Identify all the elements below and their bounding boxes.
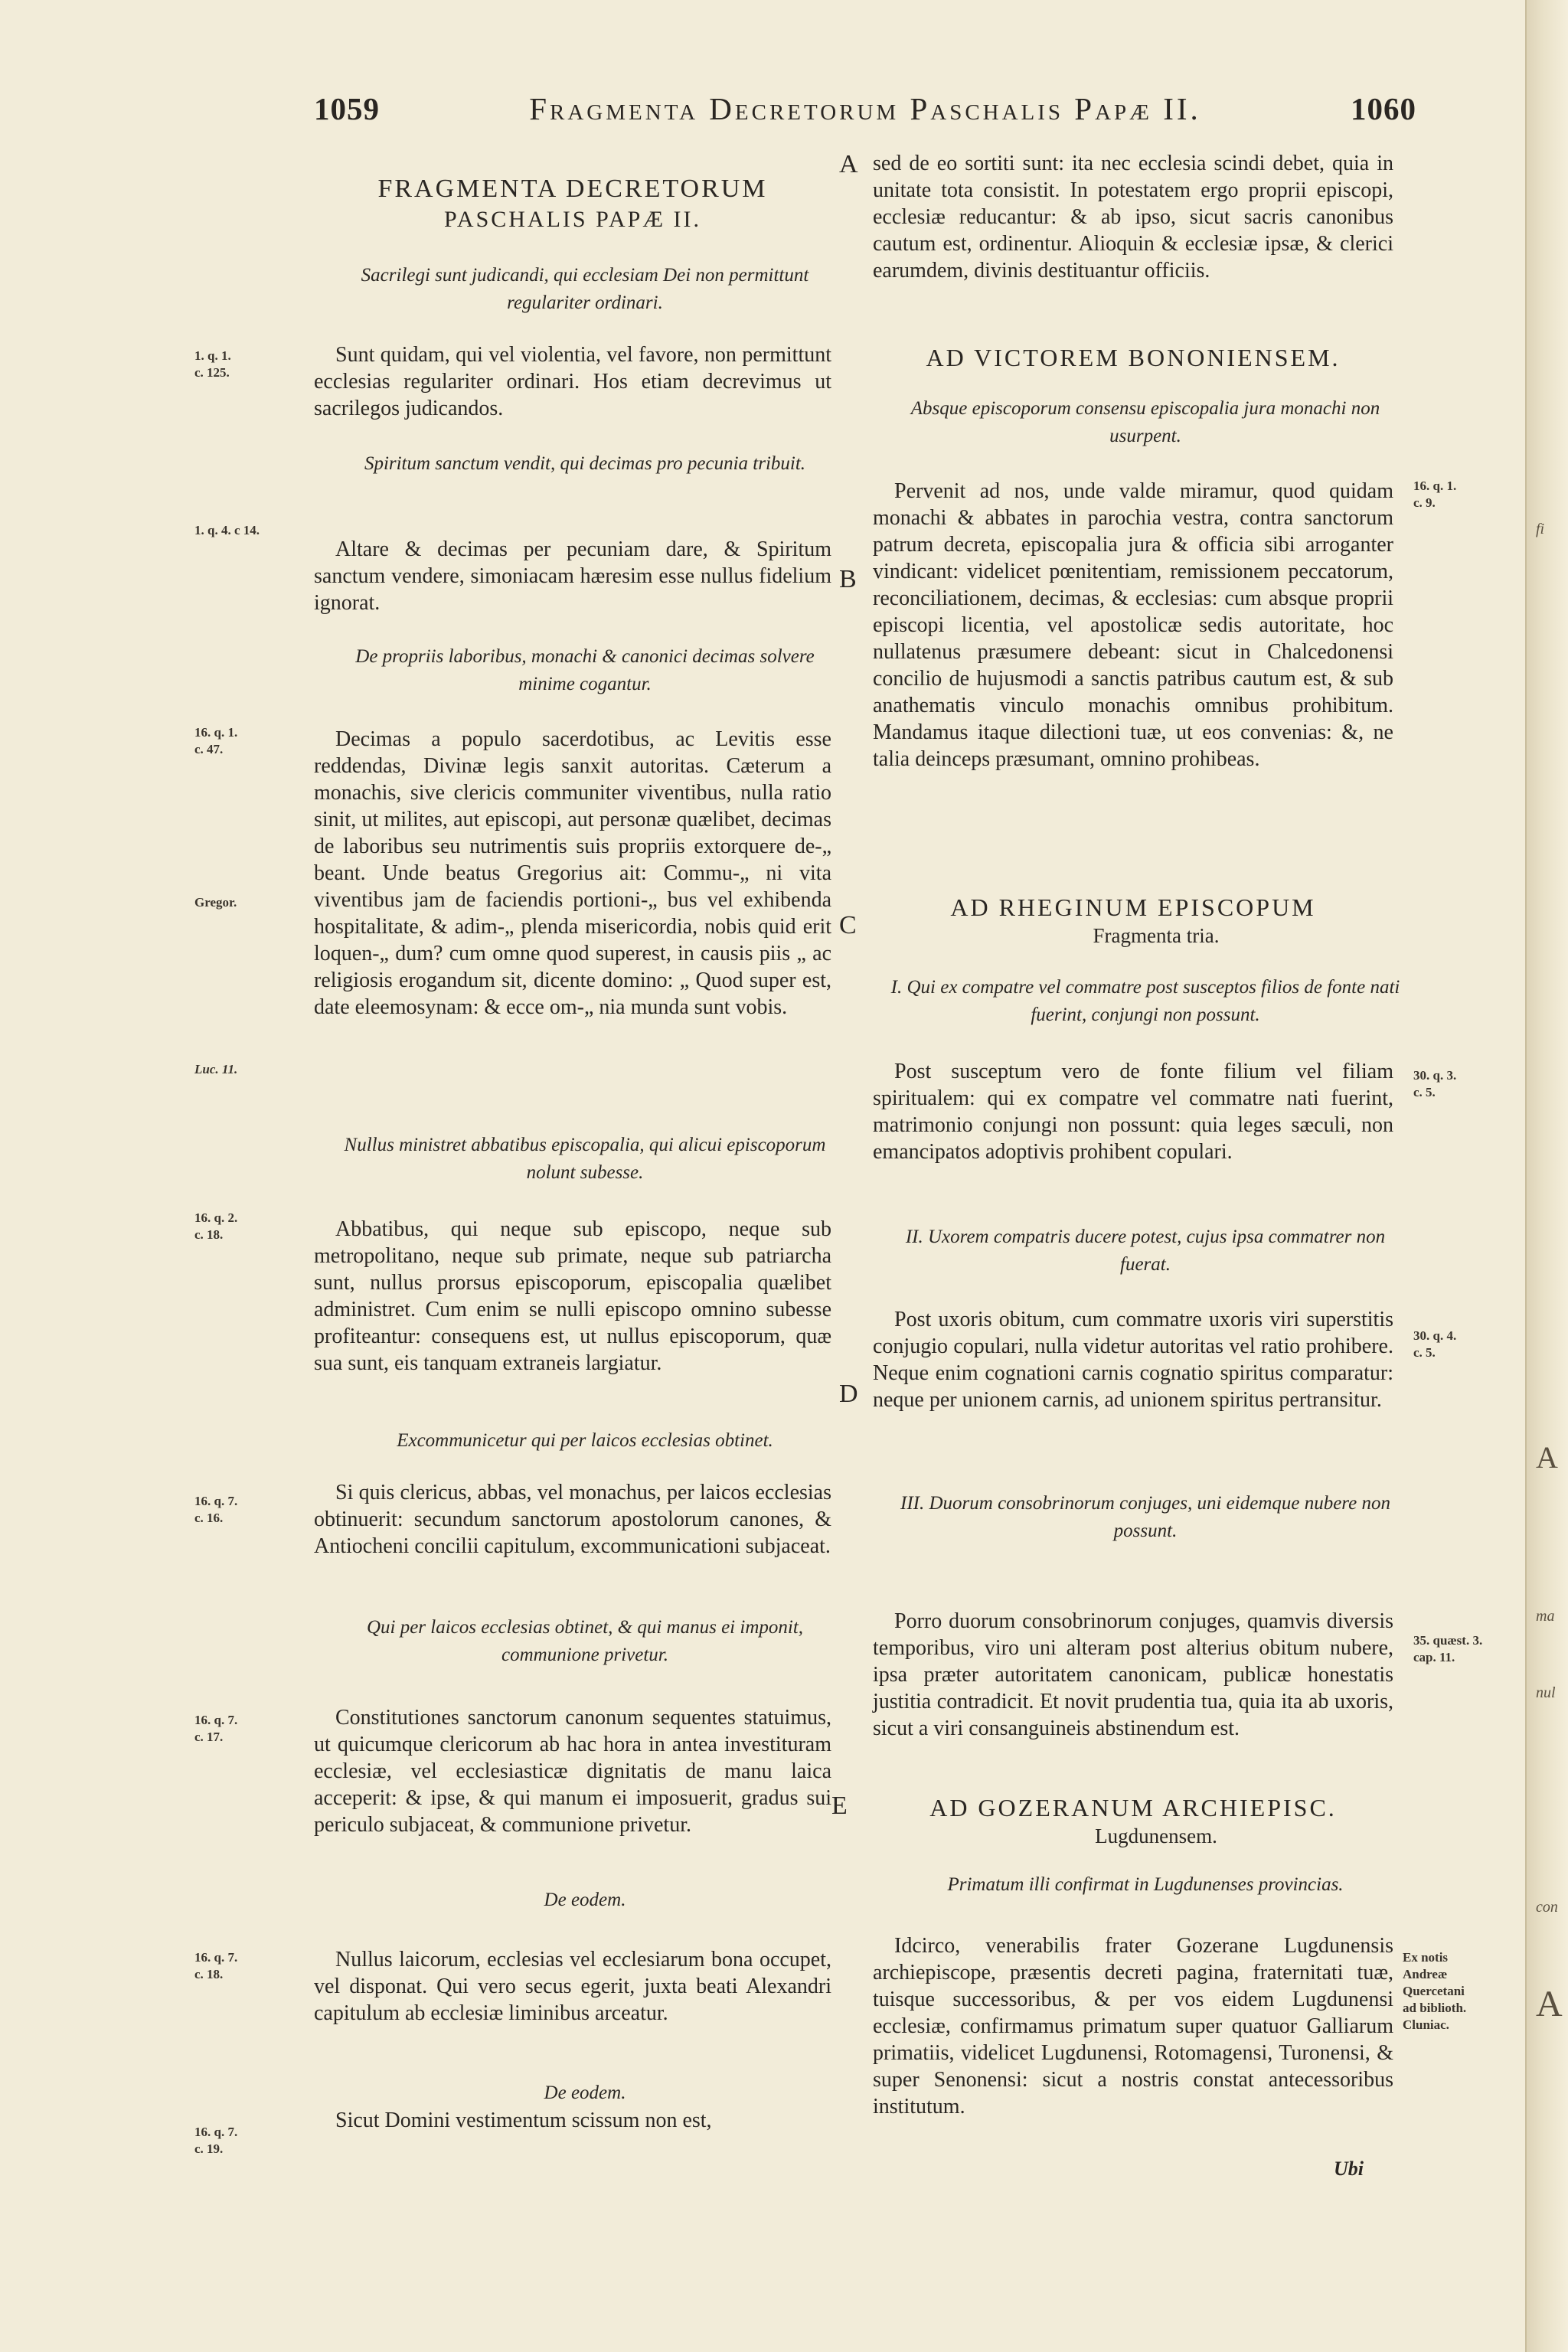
running-title: Fragmenta Decretorum Paschalis Papæ II.: [529, 91, 1201, 126]
margin-reference: 1. q. 4. c 14.: [194, 523, 260, 537]
section-letter-e: E: [831, 1792, 848, 1820]
canon-paragraph: Abbatibus, qui neque sub episcopo, neque sub metropolitano, neque sub primate, neque sub patriarcha sunt, nullus prorsus episcoporum, episcopalia quælibet administret. Cum enim se nulli episcopo omnino subesse profiteantur: consequens est, ut nullus episcoporum, quæ sua sunt, eis tanquam extraneis largiatur.: [314, 1217, 831, 1375]
canon-paragraph: Altare & decimas per pecuniam dare, & Spiritum sanctum vendere, simoniacam hæresim esse nullus fidelium ignorat.: [314, 537, 831, 615]
left-page-number: 1059: [314, 91, 380, 126]
letter-paragraph: Idcirco, venerabilis frater Gozerane Lugdunensis archiepiscope, præsentis decreti pagina, fraternitati tuæ, tuisque successoribus, & per vos eidem Lugdunensi ecclesiæ, confirmamus primatum super quatuor Galliarum primatiis, videlicet Lugdunensi, Rotomagensi, Turonensi, & super Senonensi: sicut a nostris constat antecessoribus institutum.: [873, 1934, 1393, 2118]
rubric: Primatum illi confirmat in Lugdunenses provincias.: [947, 1874, 1344, 1895]
rubric: De propriis laboribus, monachi & canonici decimas solvere minime cogantur.: [355, 646, 815, 694]
margin-reference: Ex notis Andreæ Quercetani ad biblioth. Cluniac.: [1403, 1950, 1467, 2032]
letter-paragraph: Pervenit ad nos, unde valde miramur, quod quidam monachi & abbates in parochia vestra, contra sanctorum patrum decreta, episcopalia jura & officia sibi arroganter vindicant: videlicet pœnitentiam, remissionem peccatorum, reconciliationem, decimas, & ecclesias: cum absque proprii episcopi licentia, vel apostolicæ sedis autoritate, hoc nullatenus præsumere debeant: sicut in Chalcedonensi concilio de hujusmodi a sanctis patribus cautum est, & sub anathematis vinculo monachis omnibus prohibitum. Mandamus itaque dilectioni tuæ, ut eos convenias: &, ne talia deinceps præsumant, omnino prohibeas.: [873, 479, 1393, 771]
section-letter-c: C: [839, 911, 857, 939]
right-page-number: 1060: [1351, 91, 1416, 126]
margin-reference: 16. q. 7. c. 17.: [194, 1713, 238, 1744]
margin-reference: 35. quæst. 3. cap. 11.: [1413, 1633, 1483, 1664]
margin-reference: Gregor.: [194, 895, 237, 910]
canon-paragraph: Sicut Domini vestimentum scissum non est,: [335, 2109, 712, 2132]
rubric: II. Uxorem compatris ducere potest, cujus ipsa commatrer non fuerat.: [905, 1227, 1386, 1275]
rubric: De eodem.: [544, 2082, 626, 2103]
section-subheading: Fragmenta tria.: [1093, 924, 1220, 947]
section-heading-gozeranum: AD GOZERANUM ARCHIEPISC.: [929, 1794, 1337, 1821]
margin-reference: 16. q. 7. c. 19.: [194, 2125, 238, 2156]
margin-reference: 16. q. 1. c. 47.: [194, 725, 238, 756]
section-heading-reginum: AD RHEGINUM EPISCOPUM: [950, 893, 1316, 921]
canon-paragraph: Constitutiones sanctorum canonum sequentes statuimus, ut quicumque clericorum ab hac hora in antea investituram ecclesiæ, vel ecclesiasticæ dignitatis de manu laica acceperit: & ipse, & qui manum ei imposuerit, gradus sui periculo subjaceat, & communione privetur.: [314, 1706, 831, 1837]
rubric: I. Qui ex compatre vel commatre post susceptos filios de fonte nati fuerint, conjungi non possunt.: [890, 977, 1400, 1025]
left-section-heading-2: PASCHALIS PAPÆ II.: [443, 207, 702, 232]
edge-fragment: A: [1536, 1440, 1558, 1475]
fragment-paragraph: Post susceptum vero de fonte filium vel filiam spiritualem: qui ex compatre vel commatre nati fuerint, matrimonio conjungi non possunt: quia leges sæculi, non emancipatos adoptivis prohibent copulari.: [873, 1060, 1393, 1164]
rubric: Absque episcoporum consensu episcopalia jura monachi non usurpent.: [910, 398, 1380, 446]
margin-reference: 16. q. 7. c. 18.: [194, 1950, 238, 1981]
margin-reference: 16. q. 7. c. 16.: [194, 1494, 238, 1525]
rubric: III. Duorum consobrinorum conjuges, uni eidemque nubere non possunt.: [900, 1493, 1390, 1541]
margin-reference: 30. q. 3. c. 5.: [1413, 1068, 1457, 1099]
rubric: Nullus ministret abbatibus episcopalia, qui alicui episcoporum nolunt subesse.: [344, 1135, 826, 1183]
edge-fragment: A: [1536, 1984, 1563, 2024]
rubric: Qui per laicos ecclesias obtinet, & qui manus ei imponit, communione privetur.: [366, 1617, 804, 1665]
section-heading-victor: AD VICTOREM BONONIENSEM.: [926, 344, 1341, 371]
margin-reference: 1. q. 1. c. 125.: [194, 348, 231, 380]
rubric: De eodem.: [544, 1890, 626, 1910]
section-subheading: Lugdunensem.: [1095, 1824, 1217, 1847]
margin-reference: 16. q. 2. c. 18.: [194, 1210, 238, 1242]
catchword: Ubi: [1334, 2158, 1364, 2180]
canon-paragraph: Nullus laicorum, ecclesias vel ecclesiarum bona occupet, vel disponat. Qui vero secus egerit, juxta beati Alexandri capitulum ab ecclesiæ liminibus arceatur.: [314, 1948, 831, 2025]
canon-paragraph: Sunt quidam, qui vel violentia, vel favore, non permittunt ecclesias regulariter ordinari. Hos etiam decrevimus ut sacrilegos judicandos.: [314, 343, 831, 420]
rubric: Sacrilegi sunt judicandi, qui ecclesiam Dei non permittunt regulariter ordinari.: [361, 265, 809, 313]
rubric: Excommunicetur qui per laicos ecclesias obtinet.: [397, 1430, 773, 1451]
rubric: Spiritum sanctum vendit, qui decimas pro pecunia tribuit.: [364, 453, 806, 474]
section-letter-d: D: [839, 1380, 858, 1408]
edge-fragment: ma: [1536, 1608, 1555, 1625]
continued-paragraph: sed de eo sortiti sunt: ita nec ecclesia scindi debet, quia in unitate tota consistit. In potestatem ergo proprii episcopi, ecclesiæ reducantur: & ab ipso, sicut sacris canonibus cautum est, ordinentur. Alioquin & ecclesiæ ipsæ, & clerici earumdem, divinis destituantur officiis.: [873, 152, 1393, 283]
running-header: [314, 90, 1416, 136]
margin-reference: 16. q. 1. c. 9.: [1413, 479, 1457, 510]
margin-reference: Luc. 11.: [194, 1062, 238, 1076]
edge-fragment: nul: [1536, 1684, 1556, 1701]
canon-paragraph: Decimas a populo sacerdotibus, ac Levitis esse reddendas, Divinæ legis sanxit autoritas. Cæterum a monachis, sive clericis communiter viventibus, nulla ratio sinit, ut milites, aut episcopi, aut personæ quælibet, decimas de laboribus seu nutrimentis suis propriis extorquere de-„ beant. Unde beatus Gregorius ait: Commu-„ ni vita viventibus jam de faciendis portioni-„ bus vel exhibenda hospitalitate, & adim-„ plenda misericordia, nobis quid erit loquen-„ dum? cum omne quod superest, in causis piis „ ac religiosis erogandum sit, dicente domino: „ Quod super est, date eleemosynam: & ecce om-„ nia munda sunt vobis.: [314, 727, 831, 1019]
canon-paragraph: Si quis clericus, abbas, vel monachus, per laicos ecclesias obtinuerit: secundum sanctorum apostolorum canones, & Antiocheni concilii capitulum, excommunicationi subjaceat.: [314, 1481, 831, 1558]
section-letter-a: A: [839, 150, 858, 178]
edge-fragment: con: [1536, 1899, 1558, 1916]
section-letter-b: B: [839, 565, 857, 593]
fragment-paragraph: Post uxoris obitum, cum commatre uxoris viri superstitis conjugio copulari, nulla videtur autoritas vel ratio prohibere. Neque enim cognationi carnis cognatio spiritus comparatur: neque per unionem carnis, ad unionem spiritus pertransitur.: [873, 1308, 1393, 1412]
margin-reference: 30. q. 4. c. 5.: [1413, 1328, 1457, 1360]
edge-fragment: fi: [1536, 521, 1545, 537]
left-section-heading: FRAGMENTA DECRETORUM: [377, 175, 768, 203]
fragment-paragraph: Porro duorum consobrinorum conjuges, quamvis diversis temporibus, viro uni alteram post alterius obitum nubere, ipsa præter autoritatem canonicam, publicæ honestatis justitia contradicit. Et novit prudentia tua, quia ita ab uxoris, sicut a viri consanguineis abstinendum est.: [873, 1609, 1393, 1740]
